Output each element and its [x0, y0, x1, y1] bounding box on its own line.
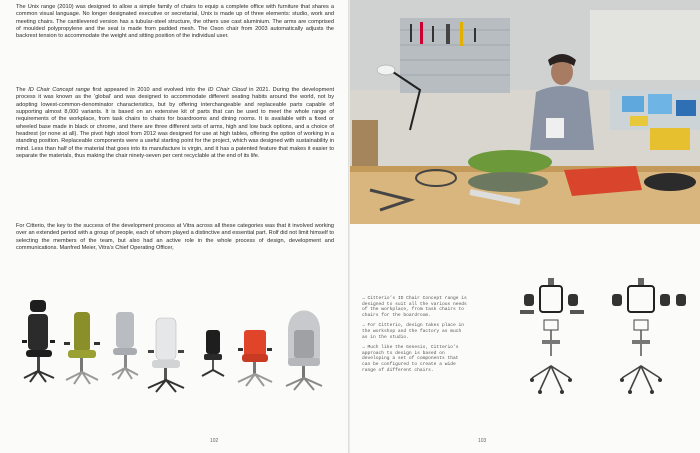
- chair-grey: [112, 312, 138, 379]
- page-number-right: 103: [478, 438, 487, 444]
- paragraph-unix: The Unix range (2010) was designed to allow a simple family of chairs to equip a complete office with furniture that shares a common visual language. No longer designated executive or secretarial, Unix is made up of three elements: studio, work and meeting chairs. The cantilevered version has a tubular-steel structure, the others use cast aluminium. The arms are comprised of moulded polypropylene and the seat is made from padded mesh. The Oson chair from 2003 automatically adjusts the backrest tension to accommodate the weight and sitting position of the individual user.: [16, 4, 334, 40]
- right-page: [350, 0, 700, 453]
- exploded-chair-diagrams: [518, 270, 698, 410]
- caption-3: → Much like the Genesis, Citterio’s approach to design is based on developing a set of components that can be configured to create a wide range of different chairs.: [362, 345, 459, 373]
- workshop-photo: [350, 0, 700, 224]
- chair-cloud-hood: [286, 311, 322, 391]
- p2-post: in 2021. During the development process it was known as the ‘global’ and was designed to accommodate different seating habits around the world, not by adopting lowest-common-denominator characteristics, but by offering interchangeable and replaceable parts capable of supporting almost 8,000 variants. It is based on an extensive kit of parts that can be used to meet the whole range of requirements of the workplace, from task chairs to chairs for boardrooms and dining rooms. It is available with a fixed or wheeled base made in black or chrome, and there are three different sets of arms, high and low back options, and a choice of headrest (or none at all). The pivot high stool from 2012 was designed for use at high tables, offering the option of working in a standing position. Replaceable components were a useful starting point for the project, which was designed with sustainability in mind. Less than half of the material that goes into its manufacture is virgin, and it has a patented feature that makes it easier to separate the materials, thus making the chair ninety-seven per cent recyclable at the end of its life.: [16, 87, 335, 160]
- chair-green: [64, 312, 100, 384]
- caption-2: → For Citterio, design takes place in the workshop and the factory as much as in the studio.: [362, 323, 464, 340]
- chair-black-headrest: [22, 300, 55, 382]
- chair-orange: [238, 330, 272, 386]
- p2-mid: first appeared in 2010 and evolved into the: [89, 87, 208, 93]
- chair-black-small: [202, 330, 224, 376]
- p2-title2: ID Chair Cloud: [207, 87, 247, 93]
- left-page: [0, 0, 348, 453]
- page-number-left: 102: [210, 438, 219, 444]
- p2-pre: The: [16, 87, 29, 93]
- chair-white-mesh: [148, 318, 184, 392]
- exploded-diagram-right: [612, 278, 686, 394]
- paragraph-id-chair: [16, 87, 334, 160]
- caption-1: → Citterio’s ID Chair Concept range is designed to suit all the various needs of the workplace, from task chairs to chairs for the boardroom.: [362, 296, 467, 318]
- paragraph-citterio: For Citterio, the key to the success of the development process at Vitra across all these categories was that it involved working over an extended period with a group of people, each of whom played a distinctive and essential part. Rolf did not limit himself to selecting the members of the team, but also had an active role in the whole process of design, development and communications. Manfred Meier, Vitra’s Chief Operating Officer,: [16, 223, 334, 252]
- p2-title: ID Chair Concept range: [28, 87, 90, 93]
- image-captions: [362, 296, 467, 378]
- exploded-diagram-left: [520, 278, 584, 394]
- chairs-lineup-image: [0, 290, 348, 400]
